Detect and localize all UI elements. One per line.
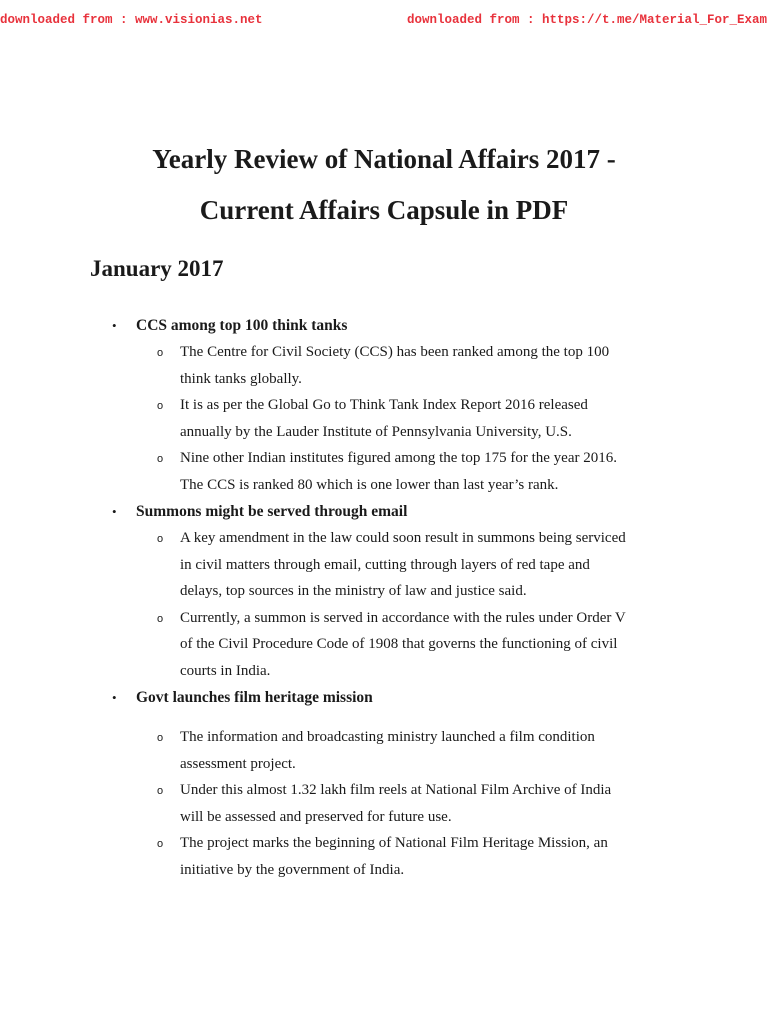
point-line: A key amendment in the law could soon result in summons being serviced xyxy=(180,530,626,546)
point-line: will be assessed and preserved for future use. xyxy=(180,808,452,825)
circle-bullet-icon: o xyxy=(157,785,164,797)
topic-heading xyxy=(0,498,768,525)
point-line: It is as per the Global Go to Think Tank Index Report 2016 released xyxy=(180,397,588,413)
point-line: The CCS is ranked 80 which is one lower than last year’s rank. xyxy=(180,476,559,493)
topic-heading-text: Summons might be served through email xyxy=(136,503,408,520)
point-line: The information and broadcasting ministry launched a film condition xyxy=(180,729,595,745)
watermark-left: downloaded from : www.visionias.net xyxy=(0,13,263,27)
point-line: The Centre for Civil Society (CCS) has been ranked among the top 100 xyxy=(180,344,610,360)
topic-point xyxy=(0,339,680,392)
bullet-icon: • xyxy=(112,504,117,519)
topic-points xyxy=(0,525,768,684)
point-line: in civil matters through email, cutting through layers of red tape and xyxy=(180,556,590,573)
topic-item xyxy=(0,312,768,498)
point-line: initiative by the government of India. xyxy=(180,861,405,878)
circle-bullet-icon: o xyxy=(157,838,164,850)
topic-heading xyxy=(0,312,768,339)
circle-bullet-icon: o xyxy=(157,453,164,465)
point-line: assessment project. xyxy=(180,755,296,772)
topic-point xyxy=(0,392,680,445)
circle-bullet-icon: o xyxy=(157,732,164,744)
circle-bullet-icon: o xyxy=(157,347,164,359)
spacer xyxy=(0,711,768,724)
point-line: The project marks the beginning of National Film Heritage Mission, an xyxy=(180,835,608,851)
title-line-2: Current Affairs Capsule in PDF xyxy=(199,195,569,225)
point-line: annually by the Lauder Institute of Pennsylvania University, U.S. xyxy=(180,423,572,440)
point-line: Under this almost 1.32 lakh film reels at National Film Archive of India xyxy=(180,782,612,798)
topic-item xyxy=(0,498,768,684)
watermark-right: downloaded from : https://t.me/Material_For_Exam xyxy=(407,13,768,27)
topic-item xyxy=(0,684,768,883)
topic-heading-text: CCS among top 100 think tanks xyxy=(136,317,348,334)
bullet-icon: • xyxy=(112,690,117,705)
topic-point xyxy=(0,724,680,777)
point-line: delays, top sources in the ministry of law and justice said. xyxy=(180,583,527,599)
point-line: Currently, a summon is served in accordance with the rules under Order V xyxy=(180,609,626,626)
point-line: think tanks globally. xyxy=(180,370,302,387)
point-line: Nine other Indian institutes figured among the top 175 for the year 2016. xyxy=(180,450,617,466)
circle-bullet-icon: o xyxy=(157,400,164,412)
point-line: courts in India. xyxy=(180,662,271,679)
point-line: of the Civil Procedure Code of 1908 that governs the functioning of civil xyxy=(180,636,618,652)
section-heading-month: January 2017 xyxy=(90,256,224,281)
topic-point xyxy=(0,525,680,605)
topic-point xyxy=(0,605,680,685)
bullet-icon: • xyxy=(112,318,117,333)
circle-bullet-icon: o xyxy=(157,612,164,625)
topic-point xyxy=(0,777,680,830)
document-title xyxy=(0,134,768,236)
circle-bullet-icon: o xyxy=(157,533,164,545)
topic-point xyxy=(0,445,680,498)
topic-points xyxy=(0,724,768,883)
topic-heading xyxy=(0,684,768,711)
topic-point xyxy=(0,830,680,883)
topics-list xyxy=(0,312,768,883)
topic-heading-text: Govt launches film heritage mission xyxy=(136,689,373,706)
title-line-1: Yearly Review of National Affairs 2017 - xyxy=(152,144,616,174)
topic-points xyxy=(0,339,768,498)
